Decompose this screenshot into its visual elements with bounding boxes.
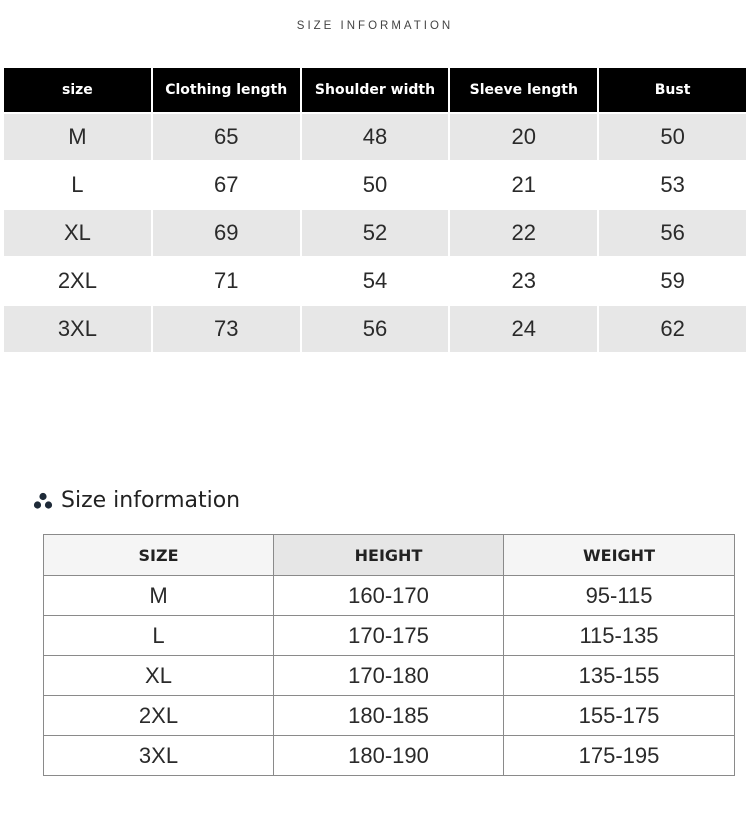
table-row — [4, 258, 746, 304]
cell-size: 3XL — [4, 306, 151, 352]
table-row — [44, 576, 735, 616]
cell-sleeve-length: 20 — [450, 114, 597, 160]
section-heading — [33, 488, 240, 513]
cell-height: 160-170 — [274, 576, 504, 616]
cell-weight: 155-175 — [504, 696, 735, 736]
table-header-row — [4, 68, 746, 112]
header-size: size — [4, 68, 151, 112]
header-bust: Bust — [599, 68, 746, 112]
cell-sleeve-length: 22 — [450, 210, 597, 256]
cell-bust: 62 — [599, 306, 746, 352]
height-weight-table — [43, 534, 735, 776]
table-row — [4, 114, 746, 160]
table-row — [44, 736, 735, 776]
cell-clothing-length: 67 — [153, 162, 300, 208]
cell-size: XL — [4, 210, 151, 256]
cell-shoulder-width: 56 — [302, 306, 449, 352]
header-height: HEIGHT — [274, 535, 504, 576]
table-header-row — [44, 535, 735, 576]
table-row — [44, 616, 735, 656]
cell-shoulder-width: 54 — [302, 258, 449, 304]
cell-clothing-length: 73 — [153, 306, 300, 352]
cell-sleeve-length: 21 — [450, 162, 597, 208]
cell-size: 2XL — [44, 696, 274, 736]
cell-clothing-length: 71 — [153, 258, 300, 304]
table-row — [4, 306, 746, 352]
cell-sleeve-length: 23 — [450, 258, 597, 304]
cell-height: 170-175 — [274, 616, 504, 656]
cell-weight: 95-115 — [504, 576, 735, 616]
cell-bust: 56 — [599, 210, 746, 256]
cell-bust: 59 — [599, 258, 746, 304]
cell-weight: 175-195 — [504, 736, 735, 776]
cell-shoulder-width: 48 — [302, 114, 449, 160]
cell-shoulder-width: 50 — [302, 162, 449, 208]
table-row — [44, 656, 735, 696]
table-row — [44, 696, 735, 736]
header-weight: WEIGHT — [504, 535, 735, 576]
header-size: SIZE — [44, 535, 274, 576]
cell-height: 180-185 — [274, 696, 504, 736]
three-dots-icon — [33, 492, 53, 510]
cell-size: 3XL — [44, 736, 274, 776]
table-row — [4, 162, 746, 208]
header-clothing-length: Clothing length — [153, 68, 300, 112]
cell-size: L — [44, 616, 274, 656]
cell-shoulder-width: 52 — [302, 210, 449, 256]
size-chart-table — [2, 66, 748, 354]
page-title: SIZE INFORMATION — [296, 20, 454, 32]
cell-sleeve-length: 24 — [450, 306, 597, 352]
header-sleeve-length: Sleeve length — [450, 68, 597, 112]
cell-clothing-length: 69 — [153, 210, 300, 256]
cell-size: L — [4, 162, 151, 208]
header-shoulder-width: Shoulder width — [302, 68, 449, 112]
cell-weight: 115-135 — [504, 616, 735, 656]
table-row — [4, 210, 746, 256]
cell-height: 180-190 — [274, 736, 504, 776]
cell-size: 2XL — [4, 258, 151, 304]
cell-size: M — [44, 576, 274, 616]
cell-weight: 135-155 — [504, 656, 735, 696]
section-title: Size information — [61, 488, 241, 513]
cell-bust: 53 — [599, 162, 746, 208]
cell-size: XL — [44, 656, 274, 696]
cell-size: M — [4, 114, 151, 160]
cell-height: 170-180 — [274, 656, 504, 696]
cell-bust: 50 — [599, 114, 746, 160]
cell-clothing-length: 65 — [153, 114, 300, 160]
